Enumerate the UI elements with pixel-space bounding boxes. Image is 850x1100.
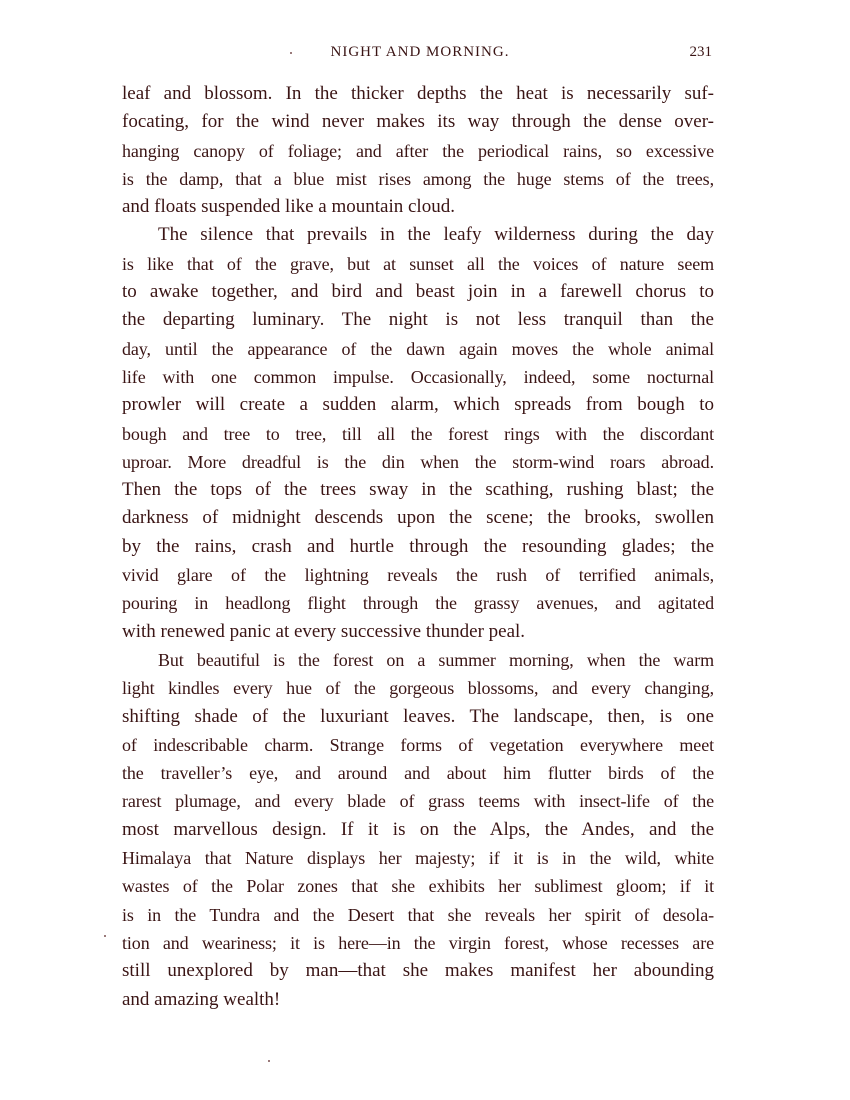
text-line: rarest plumage, and every blade of grass teems with insect-life of the xyxy=(122,791,714,812)
text-line: hanging canopy of foliage; and after the periodical rains, so excessive xyxy=(122,140,714,161)
print-speck xyxy=(290,52,292,54)
text-line: darkness of midnight descends upon the scene; the brooks, swollen xyxy=(122,507,714,529)
text-line: vivid glare of the lightning reveals the rush of terrified animals, xyxy=(122,565,714,586)
text-line: Himalaya that Nature displays her majesty; if it is in the wild, white xyxy=(122,848,714,869)
text-line: the departing luminary. The night is not less tranquil than the xyxy=(122,309,714,331)
text-line: by the rains, crash and hurtle through the resounding glades; the xyxy=(122,535,714,557)
text-line: of indescribable charm. Strange forms of vegetation everywhere meet xyxy=(122,734,714,755)
text-line: wastes of the Polar zones that she exhibits her sublimest gloom; if it xyxy=(122,876,714,897)
text-line: still unexplored by man—that she makes manifest her abounding xyxy=(122,960,714,982)
text-line: leaf and blossom. In the thicker depths the heat is necessarily suf- xyxy=(122,83,714,104)
print-speck xyxy=(104,935,106,937)
text-line: is the damp, that a blue mist rises among the huge stems of the trees, xyxy=(122,168,714,189)
text-line: and floats suspended like a mountain cloud. xyxy=(122,196,455,218)
text-line: and amazing wealth! xyxy=(122,988,281,1010)
text-line: Then the tops of the trees sway in the scathing, rushing blast; the xyxy=(122,479,714,501)
text-line: is in the Tundra and the Desert that she reveals her spirit of desola- xyxy=(122,904,714,925)
running-header xyxy=(0,40,850,64)
running-title: NIGHT AND MORNING. xyxy=(330,44,510,60)
body-text xyxy=(122,80,714,1014)
paragraph-3 xyxy=(122,646,714,1014)
text-line: focating, for the wind never makes its way through the dense over- xyxy=(122,111,714,133)
text-line: uproar. More dreadful is the din when the storm-wind roars abroad. xyxy=(122,451,714,472)
paragraph-1 xyxy=(122,80,714,221)
text-line: life with one common impulse. Occasionally, indeed, some nocturnal xyxy=(122,366,714,387)
text-line: most marvellous design. If it is on the Alps, the Andes, and the xyxy=(122,818,714,840)
text-line: But beautiful is the forest on a summer morning, when the warm xyxy=(158,649,714,670)
text-line: to awake together, and bird and beast join in a farewell chorus to xyxy=(122,281,714,303)
print-speck xyxy=(268,1060,270,1062)
text-line: tion and weariness; it is here—in the virgin forest, whose recesses are xyxy=(122,932,714,953)
page-number: 231 xyxy=(689,44,712,60)
text-line: day, until the appearance of the dawn again moves the whole animal xyxy=(122,338,714,359)
text-line: is like that of the grave, but at sunset all the voices of nature seem xyxy=(122,253,714,274)
text-line: shifting shade of the luxuriant leaves. The landscape, then, is one xyxy=(122,705,714,727)
text-line: light kindles every hue of the gorgeous blossoms, and every changing, xyxy=(122,678,714,699)
text-line: pouring in headlong flight through the grassy avenues, and agitated xyxy=(122,593,714,614)
text-line: with renewed panic at every successive thunder peal. xyxy=(122,620,526,642)
text-line: bough and tree to tree, till all the forest rings with the discordant xyxy=(122,423,714,444)
text-line: The silence that prevails in the leafy wilderness during the day xyxy=(158,224,714,246)
paragraph-2 xyxy=(122,221,714,645)
text-line: prowler will create a sudden alarm, which spreads from bough to xyxy=(122,394,714,416)
text-line: the traveller’s eye, and around and about him flutter birds of the xyxy=(122,763,714,784)
